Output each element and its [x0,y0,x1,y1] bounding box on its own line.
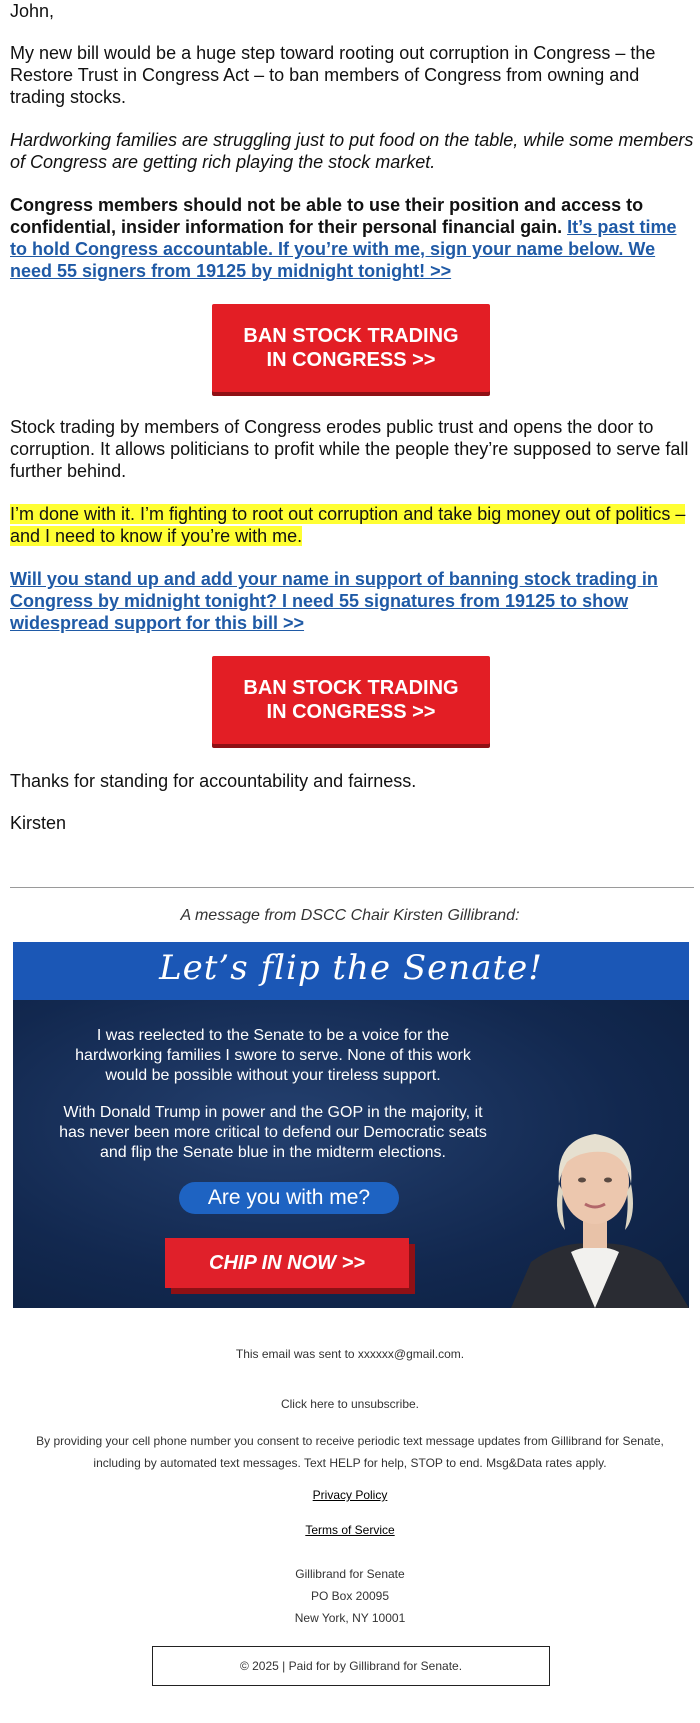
banner-text-2: With Donald Trump in power and the GOP in the majority, it has never been more critical to defend our Democratic seats and flip the Senate blue in the midterm elections. [59,1104,487,1161]
banner-headline: Let’s flip the Senate! [159,948,543,988]
sms-consent-text: By providing your cell phone number you consent to receive periodic text message updates from Gillibrand for Senate, including by automated text messages. Text HELP for help, STOP to end. Msg&Data rates apply. [36,1434,664,1470]
chip-in-now-button[interactable]: CHIP IN NOW >> [165,1238,409,1288]
erodes-trust-paragraph: Stock trading by members of Congress erodes public trust and opens the door to corruption. It allows politicians to profit while the people they’re supposed to serve fall further behind. [10,417,689,481]
intro-paragraph: My new bill would be a huge step toward rooting out corruption in Congress – the Restore Trust in Congress Act – to ban members of Congress from owning and trading stocks. [10,43,656,107]
po-box: PO Box 20095 [310,1589,390,1603]
signatures-paragraph [10,568,694,634]
ban-stock-trading-button-2[interactable] [212,656,490,744]
families-paragraph: Hardworking families are struggling just to put food on the table, while some members of Congress are getting rich playing the stock market. [10,130,694,172]
donation-banner[interactable] [13,942,689,1308]
ban-stock-trading-button[interactable] [212,304,490,392]
done-with-it-paragraph [10,503,694,547]
thanks-paragraph: Thanks for standing for accountability and fairness. [10,771,417,791]
insider-bold-text: Congress members should not be able to use their position and access to confidential, insider information for their personal financial gain. [10,195,644,237]
terms-of-service-link[interactable]: Terms of Service [305,1523,395,1537]
org-name: Gillibrand for Senate [295,1567,405,1581]
highlighted-text: I’m done with it. I’m fighting to root out corruption and take big money out of politics – and I need to know if you’re with me. [10,504,686,546]
from-message: A message from DSCC Chair Kirsten Gillibrand: [180,907,520,924]
sign-name-link[interactable]: It’s past time to hold Congress accountable. If you’re with me, sign your name below. We need 55 signers from 19125 by midnight tonight! >> [10,217,677,281]
senator-portrait [501,1112,689,1308]
insider-paragraph [10,194,694,282]
privacy-policy-link[interactable]: Privacy Policy [312,1488,388,1502]
unsubscribe-link[interactable]: Click here to unsubscribe. [280,1397,420,1411]
signature: Kirsten [10,813,67,833]
divider [10,887,694,888]
terms-row [0,1521,700,1539]
sent-to-text: This email was sent to xxxxxx@gmail.com. [235,1347,465,1361]
paid-for-box: © 2025 | Paid for by Gillibrand for Senate. [152,1646,550,1686]
banner-text-1: I was reelected to the Senate to be a voice for the hardworking families I swore to serve. None of this work would be possible without your tireless support. [75,1027,471,1084]
ban-stock-trading-button-label: BAN STOCK TRADING IN CONGRESS >> [243,325,459,371]
greeting: John, [10,1,55,21]
banner-body [13,1000,689,1308]
privacy-policy-row [0,1486,700,1504]
add-name-link[interactable]: Will you stand up and add your name in support of banning stock trading in Congress by midnight tonight? I need 55 signatures from 19125 to show widespread support for this bill >> [10,569,658,633]
are-you-with-me-pill: Are you with me? [179,1182,399,1214]
ban-stock-trading-button-2-label: BAN STOCK TRADING IN CONGRESS >> [243,677,459,723]
city-address: New York, NY 10001 [294,1611,406,1625]
